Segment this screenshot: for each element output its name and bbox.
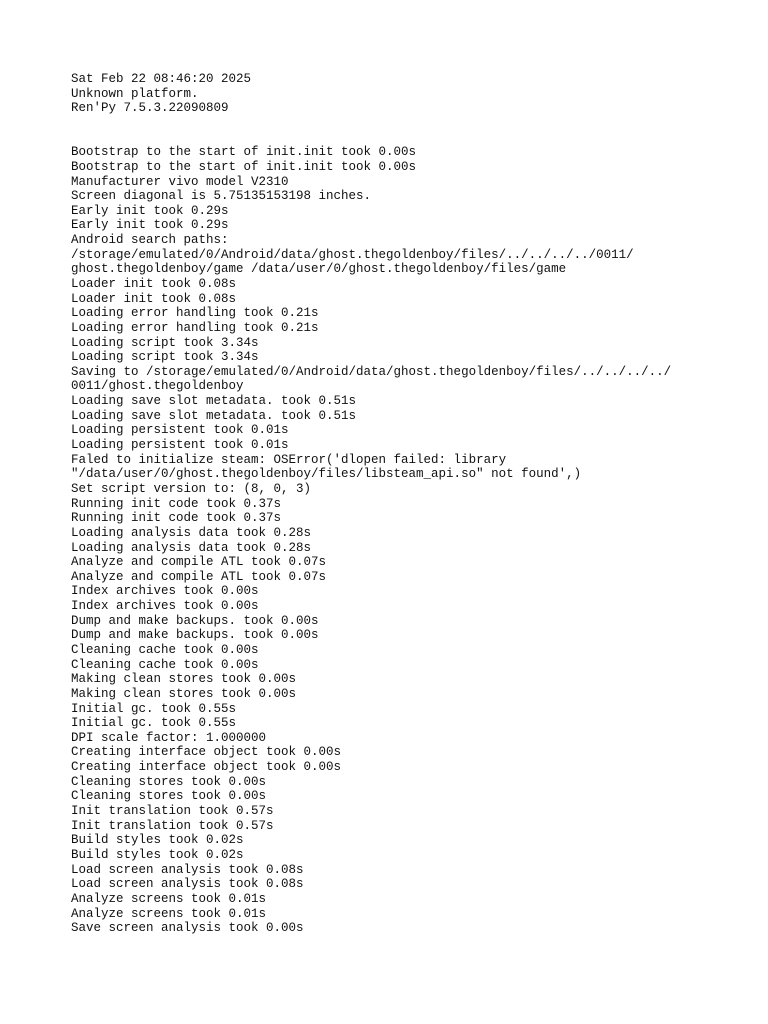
log-line: Analyze and compile ATL took 0.07s [71, 555, 327, 570]
log-line: Early init took 0.29s [71, 203, 229, 218]
log-line: Running init code took 0.37s [71, 511, 282, 526]
log-line: Running init code took 0.37s [71, 496, 282, 511]
log-line: Cleaning stores took 0.00s [71, 774, 267, 789]
log-line: Analyze screens took 0.01s [71, 906, 267, 921]
log-line: Analyze and compile ATL took 0.07s [71, 569, 327, 584]
log-line: Making clean stores took 0.00s [71, 672, 297, 687]
log-line: Loading save slot metadata. took 0.51s [71, 394, 357, 409]
log-line: Loading analysis data took 0.28s [71, 525, 312, 540]
log-line: Creating interface object took 0.00s [71, 760, 342, 775]
log-line: Cleaning cache took 0.00s [71, 657, 259, 672]
log-line: Loading analysis data took 0.28s [71, 540, 312, 555]
log-header [71, 72, 761, 116]
log-line: Loading error handling took 0.21s [71, 320, 319, 335]
log-line: Bootstrap to the start of init.init took 0.00s [71, 145, 417, 160]
log-line: Android search paths: [71, 233, 229, 248]
log-line: /storage/emulated/0/Android/data/ghost.thegoldenboy/files/../../../../0011/ [71, 247, 634, 262]
log-line: Build styles took 0.02s [71, 833, 244, 848]
log-line: Loader init took 0.08s [71, 291, 237, 306]
log-line: Init translation took 0.57s [71, 804, 274, 819]
log-line: Load screen analysis took 0.08s [71, 877, 304, 892]
log-line: Saving to /storage/emulated/0/Android/data/ghost.thegoldenboy/files/../../../../ [71, 364, 672, 379]
log-document [71, 72, 761, 936]
log-line: Dump and make backups. took 0.00s [71, 613, 319, 628]
log-version: Ren'Py 7.5.3.22090809 [71, 101, 229, 116]
log-line: Analyze screens took 0.01s [71, 891, 267, 906]
log-line: Manufacturer vivo model V2310 [71, 174, 289, 189]
log-line: Early init took 0.29s [71, 218, 229, 233]
log-line: Loading error handling took 0.21s [71, 306, 319, 321]
log-platform: Unknown platform. [71, 86, 199, 101]
log-line: Loading save slot metadata. took 0.51s [71, 408, 357, 423]
log-line: DPI scale factor: 1.000000 [71, 730, 267, 745]
log-line: Making clean stores took 0.00s [71, 686, 297, 701]
log-line: Screen diagonal is 5.75135153198 inches. [71, 189, 372, 204]
log-line: Bootstrap to the start of init.init took 0.00s [71, 159, 417, 174]
log-line: Save screen analysis took 0.00s [71, 921, 304, 936]
log-line: Dump and make backups. took 0.00s [71, 628, 319, 643]
log-line: Creating interface object took 0.00s [71, 745, 342, 760]
log-line: Loading persistent took 0.01s [71, 438, 289, 453]
log-line: Loading script took 3.34s [71, 335, 259, 350]
log-line: Initial gc. took 0.55s [71, 701, 237, 716]
log-line: 0011/ghost.thegoldenboy [71, 379, 244, 394]
log-line: Faled to initialize steam: OSError('dlopen failed: library [71, 452, 507, 467]
log-line: Loading persistent took 0.01s [71, 423, 289, 438]
log-timestamp: Sat Feb 22 08:46:20 2025 [71, 72, 252, 86]
log-line: Load screen analysis took 0.08s [71, 862, 304, 877]
log-line: "/data/user/0/ghost.thegoldenboy/files/libsteam_api.so" not found',) [71, 467, 582, 482]
log-line: Index archives took 0.00s [71, 584, 259, 599]
log-line: Cleaning cache took 0.00s [71, 643, 259, 657]
log-line: ghost.thegoldenboy/game /data/user/0/ghost.thegoldenboy/files/game [71, 262, 567, 277]
log-line: Init translation took 0.57s [71, 818, 274, 833]
log-spacer [71, 116, 761, 145]
log-line: Set script version to: (8, 0, 3) [71, 481, 312, 496]
log-line: Loading script took 3.34s [71, 350, 259, 365]
log-line: Loader init took 0.08s [71, 276, 237, 291]
log-line: Build styles took 0.02s [71, 847, 244, 862]
log-line: Initial gc. took 0.55s [71, 716, 237, 731]
log-body [71, 145, 761, 936]
log-line: Index archives took 0.00s [71, 599, 259, 614]
log-line: Cleaning stores took 0.00s [71, 789, 267, 804]
